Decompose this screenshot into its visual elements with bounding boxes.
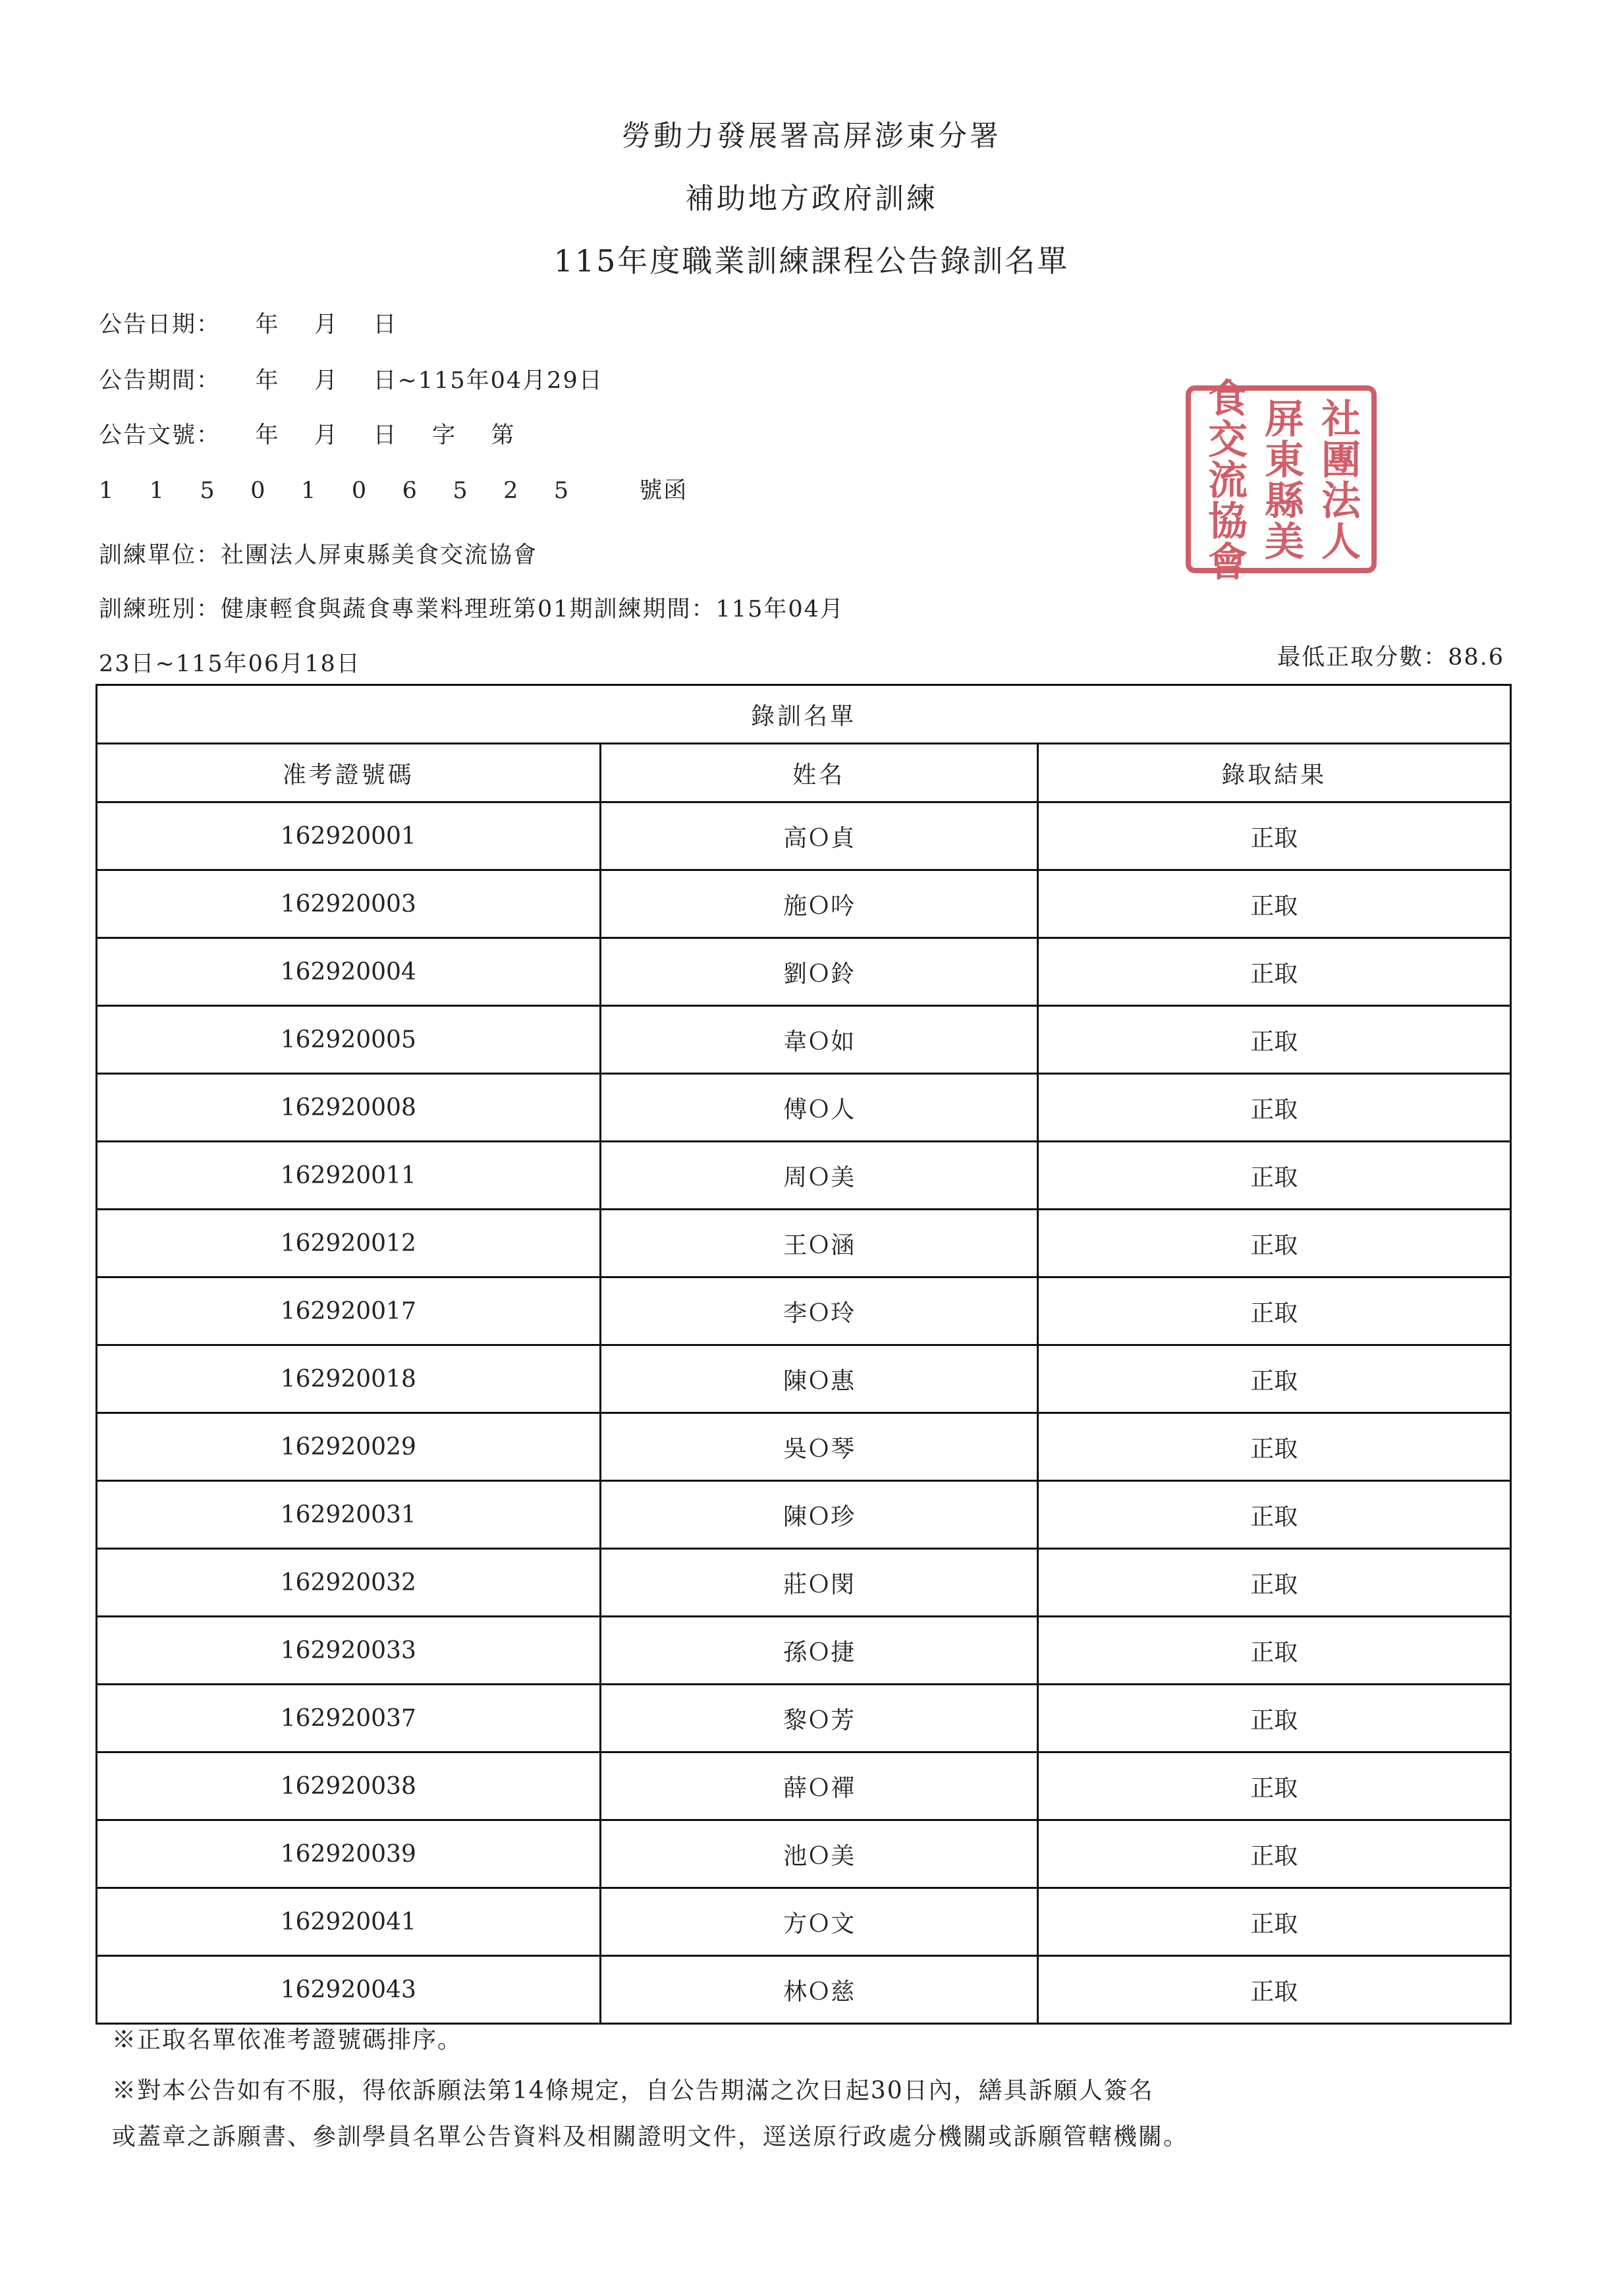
- seal-text: 社團法人: [1315, 397, 1361, 561]
- result-cell: 正取: [1037, 1277, 1510, 1345]
- name-cell: 陳Ｏ珍: [600, 1481, 1037, 1549]
- table-caption: 錄訓名單: [97, 685, 1511, 744]
- result-cell: 正取: [1037, 1006, 1510, 1074]
- exam-id-cell: 162920037: [97, 1685, 601, 1752]
- admission-table: [96, 684, 1512, 2025]
- table-row: [97, 1413, 1511, 1481]
- exam-id-cell: 162920031: [97, 1481, 601, 1549]
- program-subtitle: 補助地方政府訓練: [685, 182, 938, 215]
- exam-id-cell: 162920033: [97, 1617, 601, 1685]
- name-cell: 韋Ｏ如: [600, 1006, 1037, 1074]
- result-cell: 正取: [1037, 1481, 1510, 1549]
- exam-id-cell: 162920017: [97, 1277, 601, 1345]
- exam-id-cell: 162920039: [97, 1820, 601, 1888]
- table-row: [97, 1210, 1511, 1277]
- name-cell: 黎Ｏ芳: [600, 1685, 1037, 1752]
- result-cell: 正取: [1037, 938, 1510, 1006]
- name-cell: 池Ｏ美: [600, 1820, 1037, 1888]
- exam-id-cell: 162920029: [97, 1413, 601, 1481]
- exam-id-cell: 162920018: [97, 1345, 601, 1413]
- seal-column: [1317, 398, 1359, 561]
- result-cell: 正取: [1037, 1956, 1510, 2024]
- table-row: [97, 1006, 1511, 1074]
- table-row: [97, 938, 1511, 1006]
- result-cell: 正取: [1037, 1617, 1510, 1685]
- name-cell: 薛Ｏ禪: [600, 1752, 1037, 1820]
- result-cell: 正取: [1037, 1752, 1510, 1820]
- name-cell: 王Ｏ涵: [600, 1210, 1037, 1277]
- table-row: [97, 1142, 1511, 1210]
- announce-period: 公告期間： 年 月 日~115年04月29日: [99, 368, 603, 394]
- name-cell: 高Ｏ貞: [600, 802, 1037, 870]
- result-cell: 正取: [1037, 1820, 1510, 1888]
- table-row: [97, 1481, 1511, 1549]
- exam-id-cell: 162920003: [97, 870, 601, 938]
- training-unit: 訓練單位：社團法人屏東縣美食交流協會: [99, 542, 538, 569]
- name-cell: 李Ｏ玲: [600, 1277, 1037, 1345]
- announce-doc: 公告文號： 年 月 日 字 第: [99, 422, 516, 449]
- result-cell: 正取: [1037, 802, 1510, 870]
- table-row: [97, 1074, 1511, 1142]
- seal-column: [1203, 378, 1246, 582]
- name-cell: 吳Ｏ琴: [600, 1413, 1037, 1481]
- note-sort-order: ※正取名單依准考證號碼排序。: [112, 2027, 463, 2054]
- exam-id-cell: 162920008: [97, 1074, 601, 1142]
- seal-column: [1260, 398, 1302, 561]
- name-cell: 施Ｏ吟: [600, 870, 1037, 938]
- table-row: [97, 1685, 1511, 1752]
- doc-number: 1 1 5 0 1 0 6 5 2 5 號函: [99, 478, 688, 504]
- name-cell: 林Ｏ慈: [600, 1956, 1037, 2024]
- exam-id-cell: 162920032: [97, 1549, 601, 1617]
- table-row: [97, 1888, 1511, 1956]
- result-cell: 正取: [1037, 1074, 1510, 1142]
- name-cell: 劉Ｏ鈴: [600, 938, 1037, 1006]
- result-cell: 正取: [1037, 1142, 1510, 1210]
- header-name: 姓名: [600, 744, 1037, 802]
- note-appeal-line2: 或蓋章之訴願書、參訓學員名單公告資料及相關證明文件，逕送原行政處分機關或訴願管轄機關。: [112, 2123, 1189, 2150]
- table-row: [97, 1277, 1511, 1345]
- header-result: 錄取結果: [1037, 744, 1510, 802]
- result-cell: 正取: [1037, 1210, 1510, 1277]
- table-row: [97, 1752, 1511, 1820]
- exam-id-cell: 162920011: [97, 1142, 601, 1210]
- result-cell: 正取: [1037, 1888, 1510, 1956]
- result-cell: 正取: [1037, 1345, 1510, 1413]
- organization-seal: [1186, 377, 1377, 582]
- exam-id-cell: 162920005: [97, 1006, 601, 1074]
- table-row: [97, 1345, 1511, 1413]
- name-cell: 陳Ｏ惠: [600, 1345, 1037, 1413]
- table-row: [97, 1956, 1511, 2024]
- result-cell: 正取: [1037, 1413, 1510, 1481]
- header-exam-id: 准考證號碼: [97, 744, 601, 802]
- exam-id-cell: 162920038: [97, 1752, 601, 1820]
- table-row: [97, 1820, 1511, 1888]
- name-cell: 周Ｏ美: [600, 1142, 1037, 1210]
- exam-id-cell: 162920004: [97, 938, 601, 1006]
- exam-id-cell: 162920012: [97, 1210, 601, 1277]
- exam-id-cell: 162920001: [97, 802, 601, 870]
- name-cell: 孫Ｏ捷: [600, 1617, 1037, 1685]
- training-class: 訓練班別：健康輕食與蔬食專業料理班第01期訓練期間：115年04月: [99, 596, 844, 623]
- seal-text: 屏東縣美: [1258, 397, 1304, 561]
- result-cell: 正取: [1037, 870, 1510, 938]
- agency-title: 勞動力發展署高屏澎東分署: [622, 119, 1001, 153]
- table-row: [97, 1617, 1511, 1685]
- table-row: [97, 870, 1511, 938]
- document-title: 115年度職業訓練課程公告錄訓名單: [553, 243, 1070, 279]
- result-cell: 正取: [1037, 1549, 1510, 1617]
- name-cell: 傅Ｏ人: [600, 1074, 1037, 1142]
- min-score: 最低正取分數：88.6: [1277, 644, 1504, 671]
- announce-date: 公告日期： 年 月 日: [99, 312, 398, 338]
- exam-id-cell: 162920041: [97, 1888, 601, 1956]
- note-appeal-line1: ※對本公告如有不服，得依訴願法第14條規定，自公告期滿之次日起30日內，繕具訴願人簽名: [112, 2077, 1154, 2104]
- seal-text: 食交流協會: [1201, 377, 1248, 582]
- name-cell: 方Ｏ文: [600, 1888, 1037, 1956]
- name-cell: 莊Ｏ閔: [600, 1549, 1037, 1617]
- table-row: [97, 802, 1511, 870]
- training-period: 23日~115年06月18日: [99, 651, 361, 677]
- result-cell: 正取: [1037, 1685, 1510, 1752]
- table-row: [97, 1549, 1511, 1617]
- exam-id-cell: 162920043: [97, 1956, 601, 2024]
